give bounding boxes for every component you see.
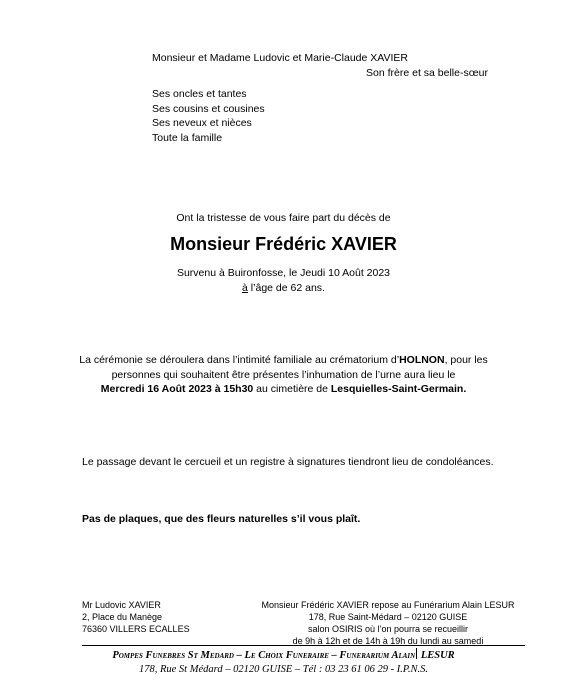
death-details xyxy=(0,266,567,295)
deceased-name: Monsieur Frédéric XAVIER xyxy=(170,234,397,254)
relatives-line: Ses oncles et tantes xyxy=(152,88,247,100)
age-line xyxy=(0,281,567,296)
footer-dash: – xyxy=(234,650,245,661)
company-name: Pompes Funebres St Medard xyxy=(112,650,234,661)
ceremony-line-3 xyxy=(0,382,567,397)
contact-city: 76360 VILLERS ECALLES xyxy=(82,624,190,634)
funerarium-owner: LESUR xyxy=(418,650,455,661)
family-spacer xyxy=(152,80,488,87)
announcement-intro: Ont la tristesse de vous faire part du décès de xyxy=(176,212,391,224)
family-block xyxy=(152,51,488,145)
passage-notice: Le passage devant le cercueil et un registre à signatures tiendront lieu de condoléances. xyxy=(82,456,494,468)
ceremony-line-2: personnes qui souhaitent être présentes l’inhumation de l’urne aura lieu le xyxy=(111,368,456,381)
cemetery-name: Lesquielles-Saint-Germain. xyxy=(330,383,467,395)
funerarium-line-2: 178, Rue Saint-Médard – 02120 GUISE xyxy=(308,612,468,622)
footer-company-line xyxy=(0,648,567,663)
footer-dash: – xyxy=(328,650,340,661)
funerarium-info xyxy=(250,599,526,647)
footer-address: 178, Rue St Médard – 02120 GUISE – Tél : 03 23 61 06 29 - I.P.N.S. xyxy=(138,664,429,675)
funerarium-line-3: salon OSIRIS où l’on pourra se recueillir xyxy=(307,624,469,634)
funerarium-label: Funerarium Alain xyxy=(339,650,416,661)
age-prefix: à xyxy=(242,281,248,294)
ceremony-line-1 xyxy=(0,353,567,368)
death-place-date: Survenu à Buironfosse, le Jeudi 10 Août 2023 xyxy=(176,267,391,279)
company-tagline: Le Choix Funeraire xyxy=(244,650,329,661)
contact-street: 2, Place du Manège xyxy=(82,612,163,622)
footer-divider xyxy=(82,645,525,646)
contact-name: Mr Ludovic XAVIER xyxy=(82,600,161,610)
ceremony-text: La cérémonie se déroulera dans l’intimité familiale au crématorium d’ xyxy=(79,354,400,366)
funerarium-line-1: Monsieur Frédéric XAVIER repose au Funérarium Alain LESUR xyxy=(261,600,515,610)
ceremony-date: Mercredi 16 Août 2023 à 15h30 xyxy=(100,383,254,395)
no-flowers-notice: Pas de plaques, que des fleurs naturelles s’il vous plaît. xyxy=(82,513,361,525)
relatives-line: Ses neveux et nièces xyxy=(152,117,252,129)
crematorium-name: HOLNON xyxy=(399,354,445,366)
age-text: l’âge de 62 ans. xyxy=(247,281,325,294)
parents-line: Monsieur et Madame Ludovic et Marie-Claude XAVIER xyxy=(152,52,409,64)
ceremony-text: , pour les xyxy=(444,354,488,366)
hours-prefix: de xyxy=(292,636,303,646)
relatives-line: Ses cousins et cousines xyxy=(152,102,265,115)
ceremony-text: au cimetière de xyxy=(253,383,331,395)
ceremony-block xyxy=(0,353,567,397)
hours-text: 9h à 12h et de 14h à 19h du lundi au samedi xyxy=(302,636,484,646)
relatives-line: Toute la famille xyxy=(152,131,223,144)
brother-line: Son frère et sa belle-sœur xyxy=(366,66,488,79)
family-contact xyxy=(82,599,190,635)
